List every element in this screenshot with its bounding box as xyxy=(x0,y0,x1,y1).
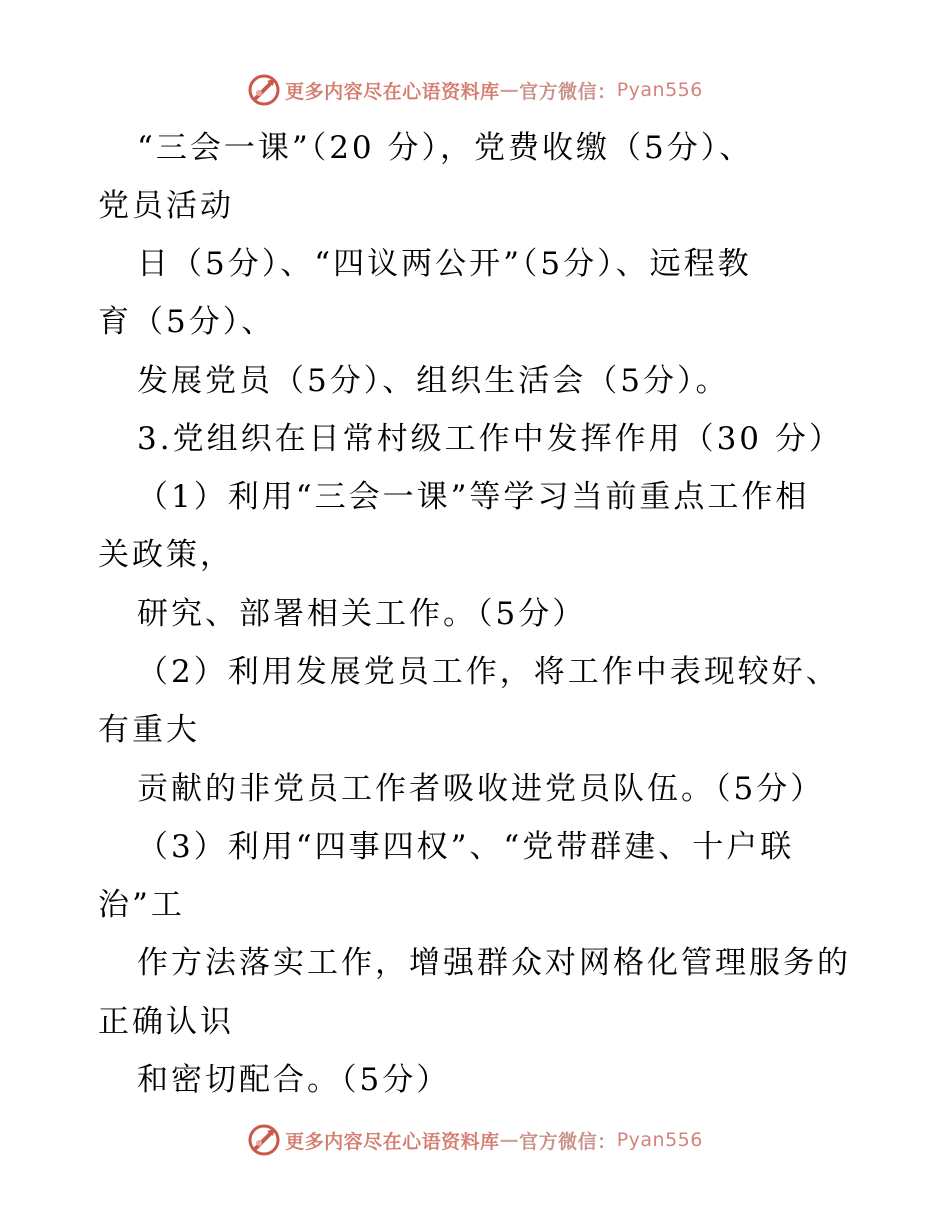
seal-logo-icon xyxy=(247,73,281,107)
text-line: （1）利用“三会一课”等学习当前重点工作相 xyxy=(137,479,810,515)
text-line: “三会一课”（20 分），党费收缴（5分）、 xyxy=(137,130,754,166)
watermark-label: 官方微信： xyxy=(519,80,617,103)
text-line: 和密切配合。（5分） xyxy=(137,1062,451,1098)
seal-logo-icon xyxy=(247,1123,281,1157)
text-line: 党员活动 xyxy=(98,188,234,224)
watermark-label: 官方微信： xyxy=(519,1130,617,1153)
footer-watermark xyxy=(0,1120,950,1160)
text-line: 有重大 xyxy=(98,712,200,748)
watermark-separator: — xyxy=(499,79,520,101)
text-line: 治”工 xyxy=(98,887,185,923)
watermark-main-text: 更多内容尽在心语资料库 xyxy=(285,1130,500,1153)
text-line: （2）利用发展党员工作，将工作中表现较好、 xyxy=(137,654,840,690)
text-line: （3）利用“四事四权”、“党带群建、十户联 xyxy=(137,829,795,865)
text-line: 贡献的非党员工作者吸收进党员队伍。（5分） xyxy=(137,771,825,807)
watermark-wechat-id: Pyan556 xyxy=(616,79,703,101)
watermark-separator: — xyxy=(499,1129,520,1151)
text-line: 作方法落实工作，增强群众对网格化管理服务的 xyxy=(137,945,851,981)
text-line: 关政策， xyxy=(98,537,234,573)
text-line: 正确认识 xyxy=(98,1004,234,1040)
text-line: 3.党组织在日常村级工作中发挥作用（30 分） xyxy=(137,421,843,457)
text-line: 研究、部署相关工作。（5分） xyxy=(137,596,587,632)
text-line: 育（5分）、 xyxy=(98,304,276,340)
header-watermark xyxy=(0,70,950,110)
watermark-wechat-id: Pyan556 xyxy=(616,1129,703,1151)
text-line: 发展党员（5分）、组织生活会（5分）。 xyxy=(137,363,730,399)
text-line: 日（5分）、“四议两公开”（5分）、远程教 xyxy=(137,246,752,282)
watermark-main-text: 更多内容尽在心语资料库 xyxy=(285,80,500,103)
